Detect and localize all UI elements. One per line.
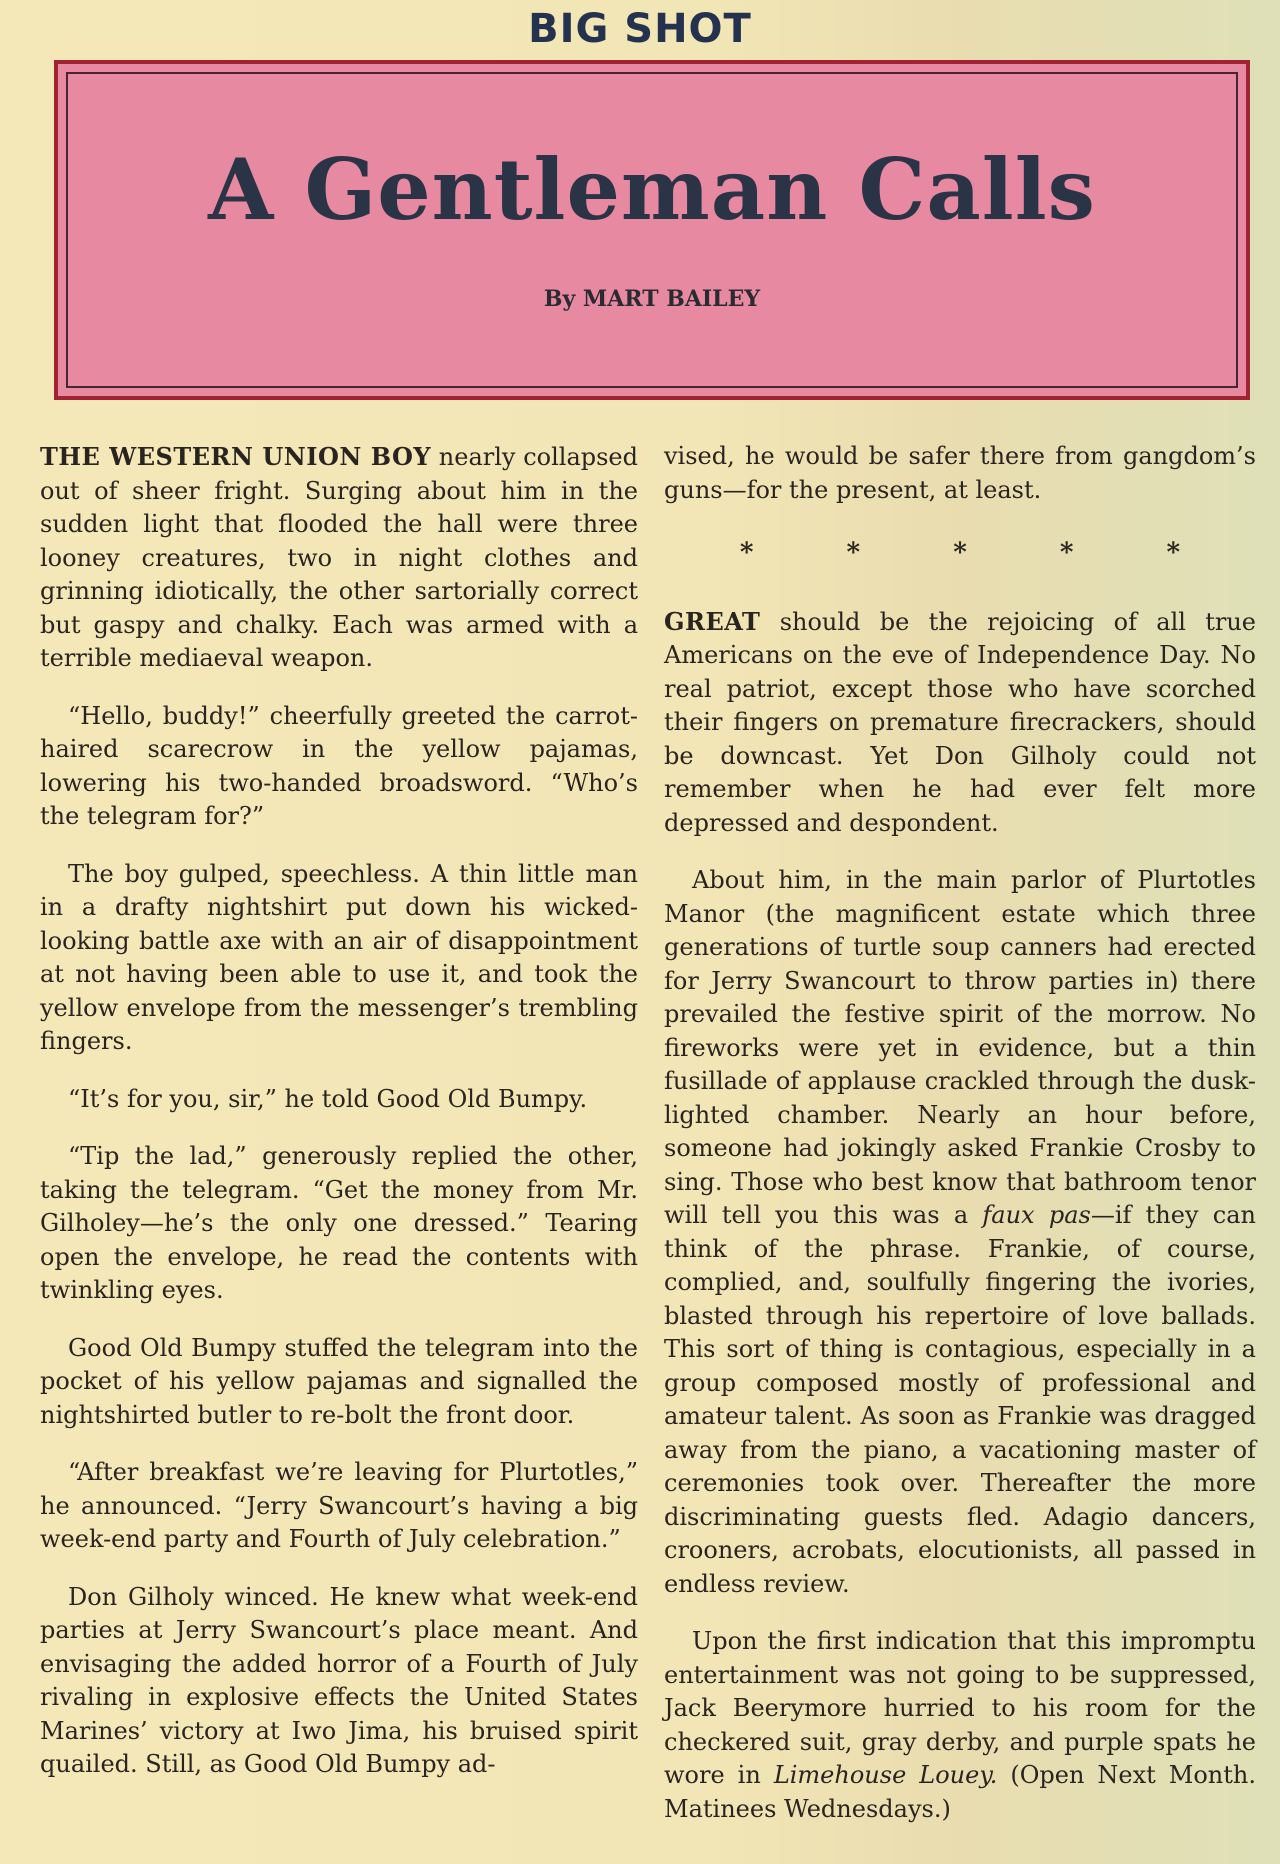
paragraph: “Hello, buddy!” cheerfully greeted the carrot-haired scarecrow in the yellow pajamas, lowering his two-handed broadsword. “Who’s the telegram for?” xyxy=(40,701,638,830)
lead-in: GREAT xyxy=(664,606,761,636)
lead-in: THE WESTERN UNION BOY xyxy=(40,442,432,471)
paragraph: “After breakfast we’re leaving for Plurtotles,” he announced. “Jerry Swancourt’s having a big week-end party and Fourth of July celebration.” xyxy=(40,1458,638,1553)
paragraph: Upon the first indication that this impromptu entertainment was not going to be suppressed, Jack Beerymore hurried to his room for the checkered suit, gray derby, and purple spats he wore in Limehouse Louey. (Open Next Month. Matinees Wednesdays.) xyxy=(664,1627,1256,1823)
section-break: * * * * * xyxy=(739,538,1223,568)
paragraph: GREAT should be the rejoicing of all true Americans on the eve of Independence Day. No real patriot, except those who have scorched their fingers on premature firecrackers, should be downcast. Yet Don Gilholy could not remember when he had ever felt more depressed and despondent. xyxy=(664,606,1256,837)
paragraph: Don Gilholy winced. He knew what week-end parties at Jerry Swancourt’s place meant. And envisaging the added horror of a Fourth of July rivaling in explosive effects the United States Marines’ victory at Iwo Jima, his bruised spirit quailed. Still, as Good Old Bumpy ad- xyxy=(40,1582,638,1778)
masthead: BIG SHOT xyxy=(528,6,752,52)
paragraph: The boy gulped, speechless. A thin little man in a drafty nightshirt put down his wicked-looking battle axe with an air of disappointment at not having been able to use it, and took the yellow envelope from the messenger’s trembling fingers. xyxy=(40,859,638,1055)
story-title: A Gentleman Calls xyxy=(208,140,1096,239)
title-panel xyxy=(54,60,1250,400)
paragraph: “It’s for you, sir,” he told Good Old Bumpy. xyxy=(68,1084,588,1113)
left-column xyxy=(40,440,638,1806)
paragraph: vised, he would be safer there from gangdom’s guns—for the present, at least. xyxy=(664,442,1256,504)
paragraph: “Tip the lad,” generously replied the other, taking the telegram. “Get the money from Mr. Gilholey—he’s the only one dressed.” Tearing open the envelope, he read the contents with twinkling eyes. xyxy=(40,1142,638,1304)
byline: By MART BAILEY xyxy=(543,286,761,312)
paragraph: Good Old Bumpy stuffed the telegram into the pocket of his yellow pajamas and signalled the nightshirted butler to re-bolt the front door. xyxy=(40,1333,638,1429)
paragraph: THE WESTERN UNION BOY nearly collapsed out of sheer fright. Surging about him in the sudden light that flooded the hall were three looney creatures, two in night clothes and grinning idiotically, the other sartorially correct but gaspy and chalky. Each was armed with a terrible mediaeval weapon. xyxy=(40,442,638,672)
right-column xyxy=(664,440,1256,1850)
paragraph: About him, in the main parlor of Plurtotles Manor (the magnificent estate which three generations of turtle soup canners had erected for Jerry Swancourt to throw parties in) there prevailed the festive spirit of the morrow. No fireworks were yet in evidence, but a thin fusillade of applause crackled through the dusk-lighted chamber. Nearly an hour before, someone had jokingly asked Frankie Crosby to sing. Those who best know that bathroom tenor will tell you this was a faux pas—if they can think of the phrase. Frankie, of course, complied, and, soulfully fingering the ivories, blasted through his repertoire of love ballads. This sort of thing is contagious, especially in a group composed mostly of professional and amateur talent. As soon as Frankie was dragged away from the piano, a vacationing master of ceremonies took over. Thereafter the more discriminating guests fled. Adagio dancers, crooners, acrobats, elocutionists, all passed in endless review. xyxy=(664,866,1256,1598)
